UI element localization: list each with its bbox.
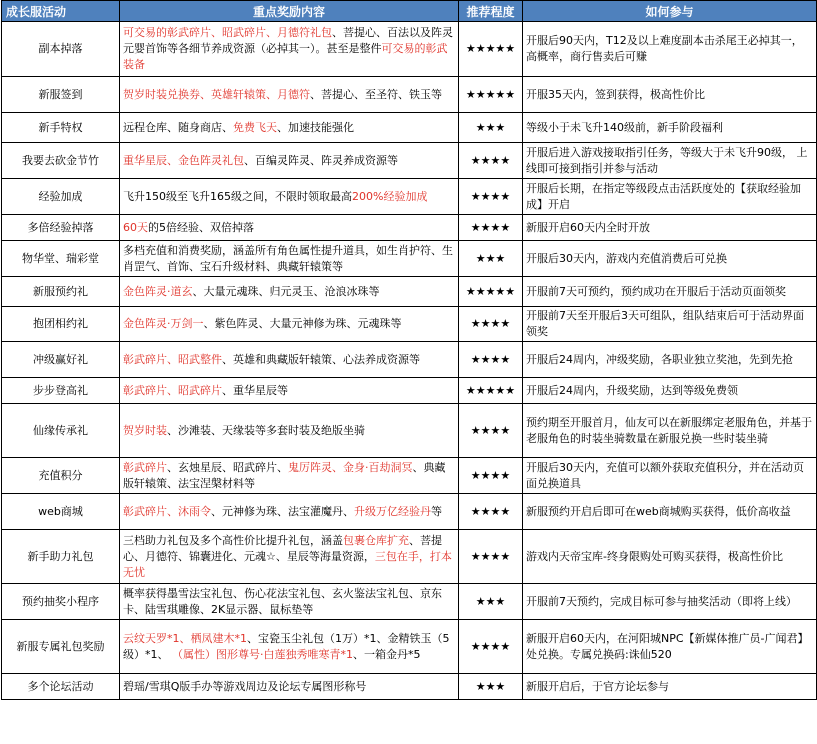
table-row xyxy=(2,22,817,77)
reward-highlight: 贺岁时装 xyxy=(123,423,167,437)
table-row xyxy=(2,674,817,700)
activity-name: 仙缘传承礼 xyxy=(2,404,120,458)
rating-stars: ★★★★ xyxy=(459,215,523,241)
rating-stars: ★★★★ xyxy=(459,620,523,674)
how-to-join xyxy=(523,113,817,143)
reward-highlight: 金色阵灵·道玄 xyxy=(123,284,193,298)
reward-text: 、元神修为珠、法宝灌魔丹、 xyxy=(211,504,354,518)
activity-name: 多个论坛活动 xyxy=(2,674,120,700)
reward-content xyxy=(120,584,459,620)
activity-name: 新服专属礼包奖励 xyxy=(2,620,120,674)
how-to-join xyxy=(523,620,817,674)
reward-content xyxy=(120,458,459,494)
how-to-join xyxy=(523,77,817,113)
reward-content xyxy=(120,143,459,179)
how-to-join xyxy=(523,530,817,584)
table-row xyxy=(2,277,817,307)
reward-text: 远程仓库、随身商店、 xyxy=(123,120,233,134)
rating-stars: ★★★★★ xyxy=(459,22,523,77)
how-text: 开服前7天至开服后3天可组队，组队结束后可于活动界面领奖 xyxy=(526,309,804,338)
rating-stars: ★★★ xyxy=(459,113,523,143)
reward-highlight: 鬼厉阵灵、金身·百劫洞冥 xyxy=(288,460,413,474)
table-body xyxy=(2,22,817,700)
how-to-join xyxy=(523,404,817,458)
reward-text: 飞升150级至飞升165级之间，不限时领取最高 xyxy=(123,189,352,203)
rating-stars: ★★★★ xyxy=(459,404,523,458)
how-to-join xyxy=(523,584,817,620)
reward-highlight: 可交易的彰武装备 xyxy=(123,42,448,71)
activity-name: 新手特权 xyxy=(2,113,120,143)
reward-text: 、一箱金丹*5 xyxy=(353,647,421,661)
how-text: 开服后进入游戏接取指引任务，等级大于未飞升90级， 上线即可接到指引并参与活动 xyxy=(526,145,808,175)
header-rating: 推荐程度 xyxy=(459,1,523,22)
rating-stars: ★★★ xyxy=(459,674,523,700)
rating-stars: ★★★★ xyxy=(459,143,523,179)
reward-highlight: 彰武碎片、昭武碎片 xyxy=(123,383,222,397)
reward-text: 、大量元魂珠、归元灵玉、沧浪冰珠等 xyxy=(192,284,380,298)
activity-name: 冲级赢好礼 xyxy=(2,342,120,378)
rating-stars: ★★★★ xyxy=(459,342,523,378)
activity-name: 经验加成 xyxy=(2,179,120,215)
reward-text: 、菩提心、百法以及阵灵元婴首饰等各细节养成资源（必掉其一）。甚至是整件 xyxy=(123,26,453,55)
table-row xyxy=(2,530,817,584)
table-row xyxy=(2,620,817,674)
table-row xyxy=(2,307,817,342)
rating-stars: ★★★★ xyxy=(459,494,523,530)
rating-stars: ★★★★ xyxy=(459,530,523,584)
activity-name: 物华堂、瑞彩堂 xyxy=(2,241,120,277)
table-row xyxy=(2,378,817,404)
how-text: 新服预约开启后即可在web商城购买获得，低价高收益 xyxy=(526,504,791,518)
how-text: 开服后30天内，游戏内充值消费后可兑换 xyxy=(526,251,727,265)
reward-highlight: 云纹天罗*1、栖凤建木*1 xyxy=(123,631,247,645)
how-text: 新服开启60天内，在河阳城NPC【新媒体推广员-广闻君】处兑换。专属兑换码:诛仙520 xyxy=(526,631,809,661)
how-text: 开服35天内，签到获得，极高性价比 xyxy=(526,87,705,101)
how-to-join xyxy=(523,179,817,215)
how-to-join xyxy=(523,241,817,277)
reward-content xyxy=(120,494,459,530)
how-text: 游戏内天帝宝库-终身限购处可购买获得，极高性价比 xyxy=(526,549,783,563)
rating-stars: ★★★★★ xyxy=(459,277,523,307)
how-text: 新服开启后，于官方论坛参与 xyxy=(526,679,669,693)
activity-name: 我要去砍金节竹 xyxy=(2,143,120,179)
reward-content xyxy=(120,77,459,113)
how-text: 开服前7天可预约，预约成功在开服后于活动页面领奖 xyxy=(526,284,786,298)
reward-text: 等 xyxy=(431,504,442,518)
reward-text: 碧瑶/雪琪Q版手办等游戏周边及论坛专属图形称号 xyxy=(123,679,367,693)
reward-content xyxy=(120,179,459,215)
how-to-join xyxy=(523,494,817,530)
reward-highlight: 可交易的彰武碎片、昭武碎片、月德符礼包 xyxy=(123,26,332,39)
rating-stars: ★★★★★ xyxy=(459,77,523,113)
reward-text: 、典藏版轩辕策、法宝涅槃材料等 xyxy=(123,460,446,490)
reward-content xyxy=(120,277,459,307)
rating-stars: ★★★★★ xyxy=(459,378,523,404)
how-to-join xyxy=(523,307,817,342)
how-to-join xyxy=(523,22,817,77)
reward-text: 、菩提心、至圣符、铁玉等 xyxy=(310,87,442,101)
reward-highlight: 彰武碎片 xyxy=(123,460,167,474)
reward-text: 、玄烛星辰、昭武碎片、 xyxy=(167,460,288,474)
table-header-row xyxy=(2,1,817,22)
how-text: 开服后30天内，充值可以额外获取充值积分，并在活动页面兑换道具 xyxy=(526,460,804,490)
header-activity: 成长服活动 xyxy=(2,1,120,22)
reward-text: 、百编灵阵灵、阵灵养成资源等 xyxy=(244,153,398,167)
how-to-join xyxy=(523,215,817,241)
reward-content xyxy=(120,530,459,584)
how-text: 等级小于未飞升140级前，新手阶段福利 xyxy=(526,120,723,134)
reward-text: 的5倍经验、双倍掉落 xyxy=(148,220,254,234)
reward-highlight: 彰武碎片、沐雨令 xyxy=(123,504,211,518)
reward-text: 概率获得墨雪法宝礼包、伤心花法宝礼包、玄火鉴法宝礼包、京东卡、陆雪琪雕像、2K显示器、鼠标垫等 xyxy=(123,586,442,616)
table-row xyxy=(2,77,817,113)
how-to-join xyxy=(523,674,817,700)
reward-highlight: 包裹仓库扩充 xyxy=(343,533,409,547)
reward-highlight: 200%经验加成 xyxy=(352,189,428,203)
reward-text: 、菩提心、月德符、锦囊进化、元魂☆、星辰等海量资源， xyxy=(123,533,442,563)
reward-highlight: 升级万亿经验丹 xyxy=(354,504,431,518)
activity-name: 新手助力礼包 xyxy=(2,530,120,584)
reward-content xyxy=(120,215,459,241)
how-to-join xyxy=(523,342,817,378)
reward-text: 、紫色阵灵、大量元神修为珠、元魂珠等 xyxy=(203,317,402,330)
reward-text: 多档充值和消费奖励，涵盖所有角色属性提升道具，如生肖护符、生肖罡气、首饰、宝石升级材料、典藏轩辕策等 xyxy=(123,243,453,273)
table-row xyxy=(2,143,817,179)
reward-highlight: 重华星辰、金色阵灵礼包 xyxy=(123,153,244,167)
rating-stars: ★★★ xyxy=(459,584,523,620)
reward-highlight: 金色阵灵·万剑一 xyxy=(123,317,204,330)
how-to-join xyxy=(523,143,817,179)
table-row xyxy=(2,241,817,277)
reward-text: 、重华星辰等 xyxy=(222,383,288,397)
reward-text: 、加速技能强化 xyxy=(277,120,354,134)
table-row xyxy=(2,215,817,241)
activity-table xyxy=(1,0,817,700)
how-text: 开服后24周内，冲级奖励，各职业独立奖池，先到先抢 xyxy=(526,352,793,366)
how-text: 预约期至开服首月，仙友可以在新服绑定老服角色，并基于老服角色的时装坐骑数量在新服兑换一些时装坐骑 xyxy=(526,415,812,445)
reward-content xyxy=(120,378,459,404)
rating-stars: ★★★ xyxy=(459,241,523,277)
reward-highlight: 60天 xyxy=(123,220,148,234)
table-row xyxy=(2,179,817,215)
how-to-join xyxy=(523,378,817,404)
activity-name: 新服预约礼 xyxy=(2,277,120,307)
reward-content xyxy=(120,113,459,143)
rating-stars: ★★★★ xyxy=(459,458,523,494)
activity-name: 步步登高礼 xyxy=(2,378,120,404)
activity-name: web商城 xyxy=(2,494,120,530)
how-text: 开服后24周内，升级奖励，达到等级免费领 xyxy=(526,383,738,397)
header-reward: 重点奖励内容 xyxy=(120,1,459,22)
table-row xyxy=(2,342,817,378)
how-text: 开服后90天内，T12及以上难度副本击杀尾王必掉其一， 高概率，商行售卖后可赚 xyxy=(526,34,803,63)
activity-name: 预约抽奖小程序 xyxy=(2,584,120,620)
how-to-join xyxy=(523,277,817,307)
activity-name: 多倍经验掉落 xyxy=(2,215,120,241)
activity-name: 抱团相约礼 xyxy=(2,307,120,342)
rating-stars: ★★★★ xyxy=(459,307,523,342)
table-row xyxy=(2,113,817,143)
reward-highlight: 免费飞天 xyxy=(233,120,277,134)
reward-text: 、沙滩装、天缘装等多套时装及绝版坐骑 xyxy=(167,423,365,437)
table-row xyxy=(2,458,817,494)
reward-content xyxy=(120,342,459,378)
reward-highlight: 三包在手，打本无忧 xyxy=(123,549,452,579)
reward-content xyxy=(120,404,459,458)
reward-highlight: （属性）图形尊号·白莲独秀唯寒青*1 xyxy=(172,647,353,661)
reward-text: 、宝瓷玉尘礼包（1万）*1、金精铁玉（5级）*1、 xyxy=(123,631,450,661)
reward-text: 三档助力礼包及多个高性价比提升礼包，涵盖 xyxy=(123,533,343,547)
reward-content xyxy=(120,241,459,277)
how-text: 新服开启60天内全时开放 xyxy=(526,220,650,234)
how-to-join xyxy=(523,458,817,494)
reward-highlight: 彰武碎片、昭武整件 xyxy=(123,352,222,366)
reward-text: 、英雄和典藏版轩辕策、心法养成资源等 xyxy=(222,352,420,366)
table-row xyxy=(2,494,817,530)
reward-content xyxy=(120,307,459,342)
table-row xyxy=(2,404,817,458)
activity-name: 充值积分 xyxy=(2,458,120,494)
reward-content xyxy=(120,620,459,674)
header-how: 如何参与 xyxy=(523,1,817,22)
reward-highlight: 贺岁时装兑换券、英雄轩辕策、月德符 xyxy=(123,87,310,101)
how-text: 开服前7天预约，完成目标可参与抽奖活动（即将上线） xyxy=(526,594,797,608)
activity-name: 副本掉落 xyxy=(2,22,120,77)
table-row xyxy=(2,584,817,620)
rating-stars: ★★★★ xyxy=(459,179,523,215)
activity-name: 新服签到 xyxy=(2,77,120,113)
reward-content xyxy=(120,674,459,700)
how-text: 开服后长期，在指定等级段点击活跃度处的【获取经验加成】开启 xyxy=(526,181,801,211)
reward-content xyxy=(120,22,459,77)
